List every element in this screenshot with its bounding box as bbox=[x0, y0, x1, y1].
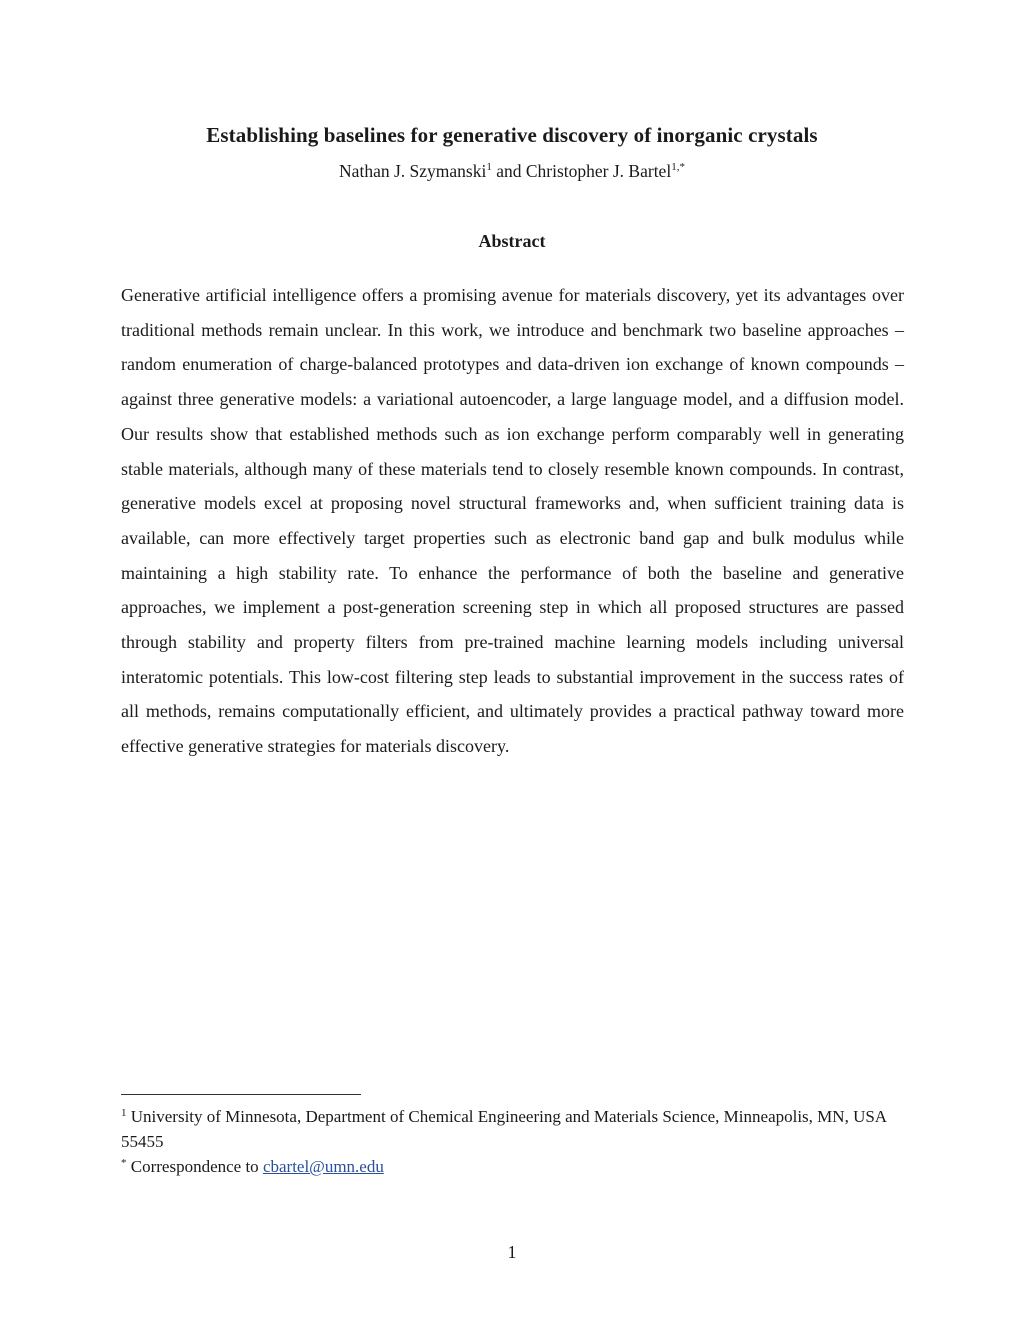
abstract-text: Generative artificial intelligence offers a promising avenue for materials discovery, yet its advantages over traditional methods remain unclear. In this work, we introduce and benchmark two baseline approaches – random enumeration of charge-balanced prototypes and data-driven ion exchange of known compounds – against three generative models: a variational autoencoder, a large language model, and a diffusion model. Our results show that established methods such as ion exchange perform comparably well in generating stable materials, although many of these materials tend to closely resemble known compounds. In contrast, generative models excel at proposing novel structural frameworks and, when sufficient training data is available, can more effectively target properties such as electronic band gap and bulk modulus while maintaining a high stability rate. To enhance the performance of both the baseline and generative approaches, we implement a post-generation screening step in which all proposed structures are passed through stability and property filters from pre-trained machine learning models including universal interatomic potentials. This low-cost filtering step leads to substantial improvement in the success rates of all methods, remains computationally efficient, and ultimately provides a practical pathway toward more effective generative strategies for materials discovery. bbox=[121, 285, 904, 757]
page-number: 1 bbox=[507, 1242, 517, 1262]
affiliation-superscript: 1,* bbox=[671, 161, 685, 173]
author-conjunction: and bbox=[496, 161, 522, 181]
correspondence-footnote bbox=[121, 1154, 906, 1179]
affiliation-superscript: 1 bbox=[486, 161, 492, 173]
affiliation-footnote bbox=[121, 1104, 906, 1154]
footnote-marker: 1 bbox=[121, 1107, 127, 1119]
author-name: Christopher J. Bartel bbox=[525, 161, 672, 181]
author-name: Nathan J. Szymanski bbox=[339, 161, 487, 181]
footnotes bbox=[121, 1104, 906, 1179]
abstract-heading: Abstract bbox=[478, 231, 546, 251]
correspondence-label: Correspondence to bbox=[130, 1157, 259, 1176]
footnote-marker: * bbox=[121, 1157, 127, 1169]
author-line bbox=[0, 161, 1024, 182]
affiliation-text: University of Minnesota, Department of Chemical Engineering and Materials Science, Minneapolis, MN, USA 55455 bbox=[121, 1107, 887, 1151]
footnote-divider bbox=[121, 1094, 361, 1095]
correspondence-email-link[interactable]: cbartel@umn.edu bbox=[262, 1157, 384, 1176]
paper-title: Establishing baselines for generative discovery of inorganic crystals bbox=[206, 123, 818, 147]
